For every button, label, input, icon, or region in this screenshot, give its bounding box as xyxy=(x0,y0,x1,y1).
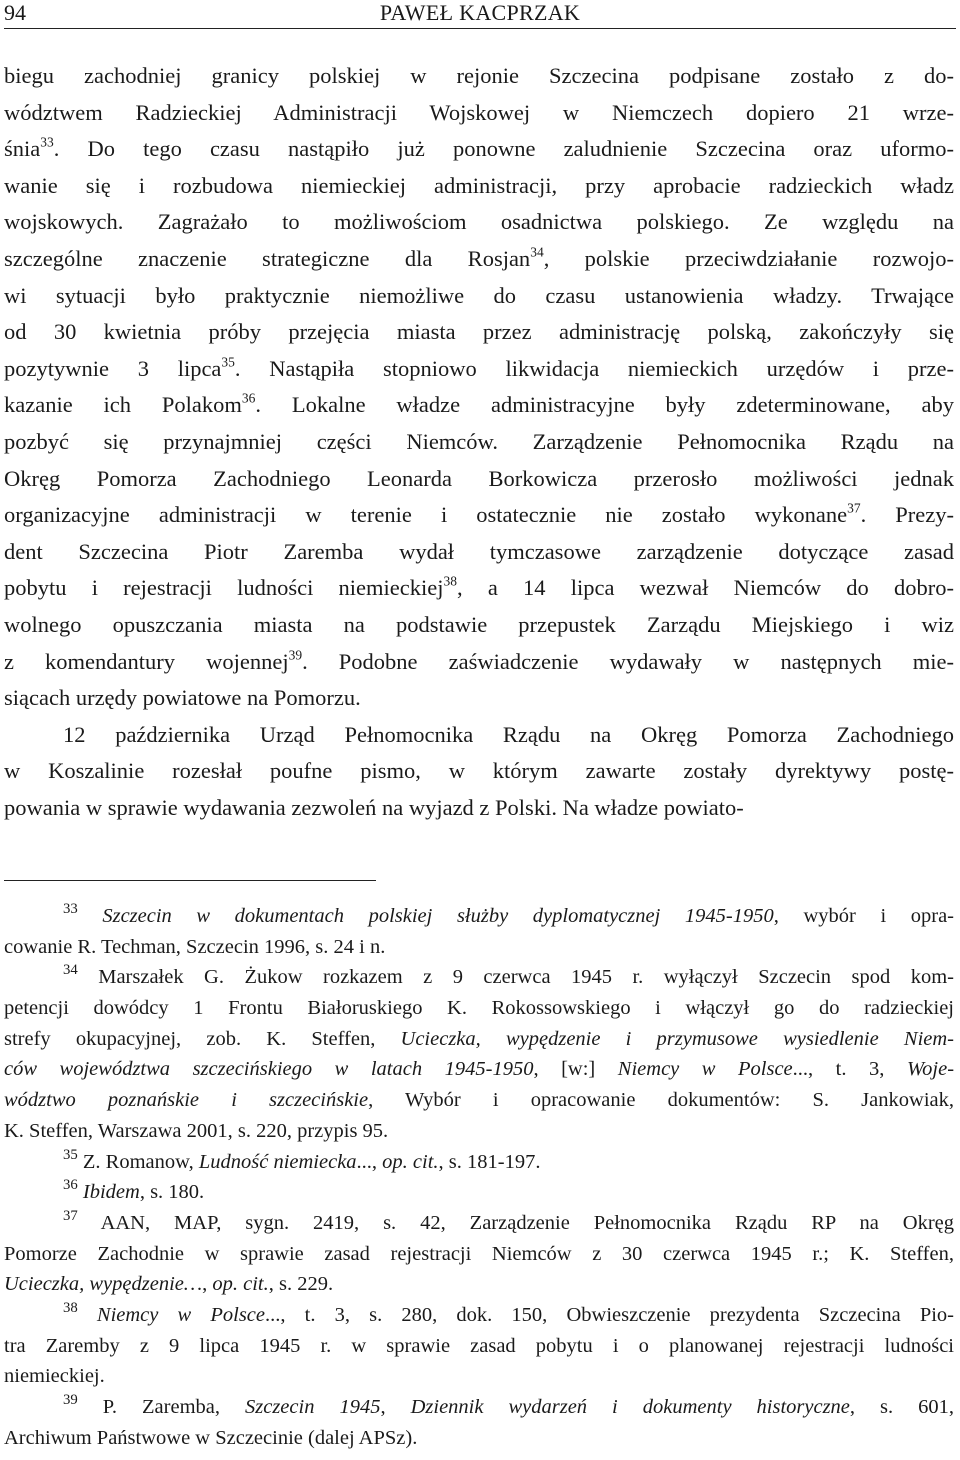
body-line xyxy=(4,464,954,501)
body-text-run: . Lokalne władze administracyjne były zdeterminowane, aby xyxy=(255,392,954,418)
footnote-number: 37 xyxy=(63,1207,78,1224)
footnote-text: cowanie R. Techman, Szczecin 1996, s. 24 i n. xyxy=(4,935,386,958)
footnote-start-line xyxy=(4,1146,954,1180)
body-text xyxy=(4,61,954,829)
running-title: PAWEŁ KACPRZAK xyxy=(379,0,581,25)
body-line xyxy=(4,756,954,793)
body-line xyxy=(4,244,954,281)
footnote-text: Z. Romanow, xyxy=(82,1150,199,1173)
body-line xyxy=(4,61,954,98)
body-line xyxy=(4,207,954,244)
footnote-text: , s. 601, xyxy=(849,1396,955,1418)
footnote-text: tra Zaremby z 9 lipca 1945 r. w sprawie zasad pobytu i o planowanej rejestracji ludności xyxy=(4,1334,954,1357)
footnote-line xyxy=(4,1087,954,1118)
footnote-text: , [w:] xyxy=(533,1058,618,1081)
footnote-text: niemieckiej. xyxy=(4,1365,105,1388)
footnote-line xyxy=(4,1333,954,1364)
body-text-run: od 30 kwietnia próby przejęcia miasta przez administrację polską, zakończyły się xyxy=(4,319,954,345)
footnote-italic-text: op. cit. xyxy=(382,1150,439,1173)
footnote-italic-text: Ucieczka, wypędzenie… xyxy=(4,1273,203,1296)
footnote-number: 34 xyxy=(63,962,78,979)
body-text-run: , a 14 lipca wezwał Niemców do dobro- xyxy=(457,575,954,601)
body-line xyxy=(4,98,954,135)
footnotes xyxy=(4,900,955,1455)
body-text-run: , polskie przeciwdziałanie rozwojo- xyxy=(543,245,954,271)
footnote-text: ..., xyxy=(356,1150,383,1173)
footnote-italic-text: wództwo poznańskie i szczecińskie xyxy=(4,1089,369,1112)
footnote-number: 38 xyxy=(63,1299,78,1316)
footnote-text: , xyxy=(380,1396,411,1418)
footnote-text: Archiwum Państwowe w Szczecinie (dalej APSz). xyxy=(4,1426,418,1449)
footnote-number: 35 xyxy=(63,1146,78,1163)
body-line xyxy=(4,683,954,720)
footnote-ref: 35 xyxy=(221,354,235,370)
footnote-line xyxy=(4,995,954,1026)
footnote-start-line xyxy=(4,964,954,995)
body-text-run: . Prezy- xyxy=(860,502,954,528)
body-text-run: siącach urzędy powiatowe na Pomorzu. xyxy=(4,685,361,711)
body-text-run: z komendantury wojennej xyxy=(4,648,289,674)
body-line xyxy=(4,500,954,537)
footnote-line xyxy=(4,1241,954,1272)
footnote-start-line xyxy=(4,1391,955,1425)
footnote-text: ..., t. 3, xyxy=(792,1058,907,1081)
footnote-text: Pomorze Zachodnie w sprawie zasad rejestracji Niemców z 30 czerwca 1945 r.; K. Steffen, xyxy=(4,1242,954,1265)
body-line xyxy=(4,793,954,830)
body-text-run: w Koszalinie rozesłał poufne pismo, w którym zawarte zostały dyrektywy postę- xyxy=(4,758,954,784)
footnote-ref: 38 xyxy=(443,573,457,589)
footnote-line xyxy=(4,1026,954,1057)
footnote-text: K. Steffen, Warszawa 2001, s. 220, przypis 95. xyxy=(4,1119,389,1142)
footnote-text: Marszałek G. Żukow rozkazem z 9 czerwca 1945 r. wyłączył Szczecin spod kom- xyxy=(98,966,954,989)
footnote-italic-text: Niemcy w Polsce xyxy=(617,1058,793,1081)
footnote-italic-text: Szczecin w dokumentach polskiej służby dyplomatycznej 1945-1950 xyxy=(102,905,774,927)
body-text-run: wolnego opuszczania miasta na podstawie przepustek Zarządu Miejskiego i wiz xyxy=(4,611,954,637)
body-text-run: organizacyjne administracji w terenie i ostatecznie nie zostało wykonane xyxy=(4,502,848,528)
footnote-italic-text: Ludność niemiecka xyxy=(198,1150,357,1173)
body-text-run: . Do tego czasu nastąpiło już ponowne zaludnienie Szczecina oraz uformo- xyxy=(53,136,954,162)
footnote-text: , wybór i opra- xyxy=(773,905,954,927)
footnote-italic-text: Niemcy w Polsce xyxy=(96,1303,265,1326)
body-line xyxy=(4,317,954,354)
footnote-italic-text: Ibidem xyxy=(82,1181,140,1204)
body-line xyxy=(4,427,954,464)
body-line xyxy=(4,720,954,757)
footnote-separator xyxy=(4,880,376,881)
body-text-run: wojskowych. Zagrażało to możliwościom osadnictwa polskiego. Ze względu na xyxy=(4,209,954,235)
body-text-run: biegu zachodniej granicy polskiej w rejonie Szczecina podpisane zostało z do- xyxy=(4,63,954,88)
body-line xyxy=(4,537,954,574)
footnote-number: 39 xyxy=(63,1391,78,1408)
footnote-text: , s. 229. xyxy=(268,1273,334,1296)
body-line xyxy=(4,354,954,391)
footnote-number: 36 xyxy=(63,1177,78,1194)
body-text-run: pozytywnie 3 lipca xyxy=(4,355,222,381)
footnote-start-line xyxy=(4,1207,955,1241)
footnote-text: , xyxy=(202,1273,213,1296)
body-text-run: śnia xyxy=(4,136,41,162)
footnote-text: strefy okupacyjnej, zob. K. Steffen, xyxy=(4,1027,401,1050)
footnote-line xyxy=(4,1425,954,1456)
footnote-text: P. Zaremba, xyxy=(102,1396,245,1418)
footnote-ref: 36 xyxy=(241,390,256,406)
body-line xyxy=(4,610,954,647)
body-line xyxy=(4,134,954,171)
body-line xyxy=(4,573,954,610)
body-text-run: . Nastąpiła stopniowo likwidacja niemieckich urzędów i prze- xyxy=(234,355,954,381)
page-number: 94 xyxy=(4,0,26,25)
body-text-run: szczególne znaczenie strategiczne dla Rosjan xyxy=(4,245,531,271)
footnote-italic-text: Dziennik wydarzeń i dokumenty historyczne xyxy=(410,1396,850,1418)
body-text-run: dent Szczecina Piotr Zaremba wydał tymczasowe zarządzenie dotyczące zasad xyxy=(4,538,954,564)
footnote-italic-text: Ucieczka, wypędzenie i przymusowe wysiedlenie Niem- xyxy=(400,1027,954,1050)
body-text-run: wanie się i rozbudowa niemieckiej administracji, przy aprobacie radzieckich władz xyxy=(4,172,954,198)
body-text-run: . Podobne zaświadczenie wydawały w następnych mie- xyxy=(302,648,954,674)
footnote-line xyxy=(4,1271,954,1302)
footnote-italic-text: ców województwa szczecińskiego w latach 1945-1950 xyxy=(4,1058,534,1081)
footnote-ref: 39 xyxy=(288,646,303,662)
body-text-run: powania w sprawie wydawania zezwoleń na wyjazd z Polski. Na władze powiato- xyxy=(4,794,744,820)
footnote-ref: 37 xyxy=(847,500,861,516)
body-line xyxy=(4,171,954,208)
footnote-text: , s. 181-197. xyxy=(438,1150,541,1173)
running-header xyxy=(4,0,956,29)
footnote-text: , Wybór i opracowanie dokumentów: S. Jankowiak, xyxy=(368,1089,954,1112)
footnote-start-line xyxy=(4,1179,954,1210)
body-text-run: kazanie ich Polakom xyxy=(4,392,242,418)
footnote-start-line xyxy=(4,900,954,934)
body-text-run: pobytu i rejestracji ludności niemieckiej xyxy=(4,575,444,601)
body-text-run: wództwem Radzieckiej Administracji Wojskowej w Niemczech dopiero 21 wrze- xyxy=(4,99,954,125)
footnote-start-line xyxy=(4,1299,955,1333)
footnote-line xyxy=(4,1363,954,1394)
footnote-line xyxy=(4,934,954,965)
footnote-italic-text: op. cit. xyxy=(212,1273,269,1296)
footnote-italic-text: Szczecin 1945 xyxy=(245,1396,381,1418)
footnote-ref: 33 xyxy=(40,134,54,150)
body-line xyxy=(4,647,954,684)
body-text-run: wi sytuacji było praktycznie niemożliwe do czasu ustanowienia władzy. Trwające xyxy=(4,282,954,308)
footnote-number: 33 xyxy=(63,900,78,917)
body-line xyxy=(4,281,954,318)
footnote-text: , s. 180. xyxy=(139,1181,205,1204)
footnote-text: AAN, MAP, sygn. 2419, s. 42, Zarządzenie Pełnomocnika Rządu RP na Okręg xyxy=(100,1211,955,1234)
footnote-line xyxy=(4,1118,954,1149)
footnote-text: petencji dowódcy 1 Frontu Białoruskiego K. Rokossowskiego i włączył go do radzieckiej xyxy=(4,997,954,1020)
body-text-run: Okręg Pomorza Zachodniego Leonarda Borkowicza przerosło możliwości jednak xyxy=(4,465,954,491)
footnote-ref: 34 xyxy=(530,244,544,260)
body-text-run: pozbyć się przynajmniej części Niemców. Zarządzenie Pełnomocnika Rządu na xyxy=(4,428,954,454)
footnote-italic-text: Woje- xyxy=(906,1058,955,1081)
body-line xyxy=(4,390,954,427)
footnote-line xyxy=(4,1056,954,1087)
body-text-run: 12 października Urząd Pełnomocnika Rządu na Okręg Pomorza Zachodniego xyxy=(63,721,954,747)
footnote-text: ..., t. 3, s. 280, dok. 150, Obwieszczenie prezydenta Szczecina Pio- xyxy=(265,1303,955,1326)
